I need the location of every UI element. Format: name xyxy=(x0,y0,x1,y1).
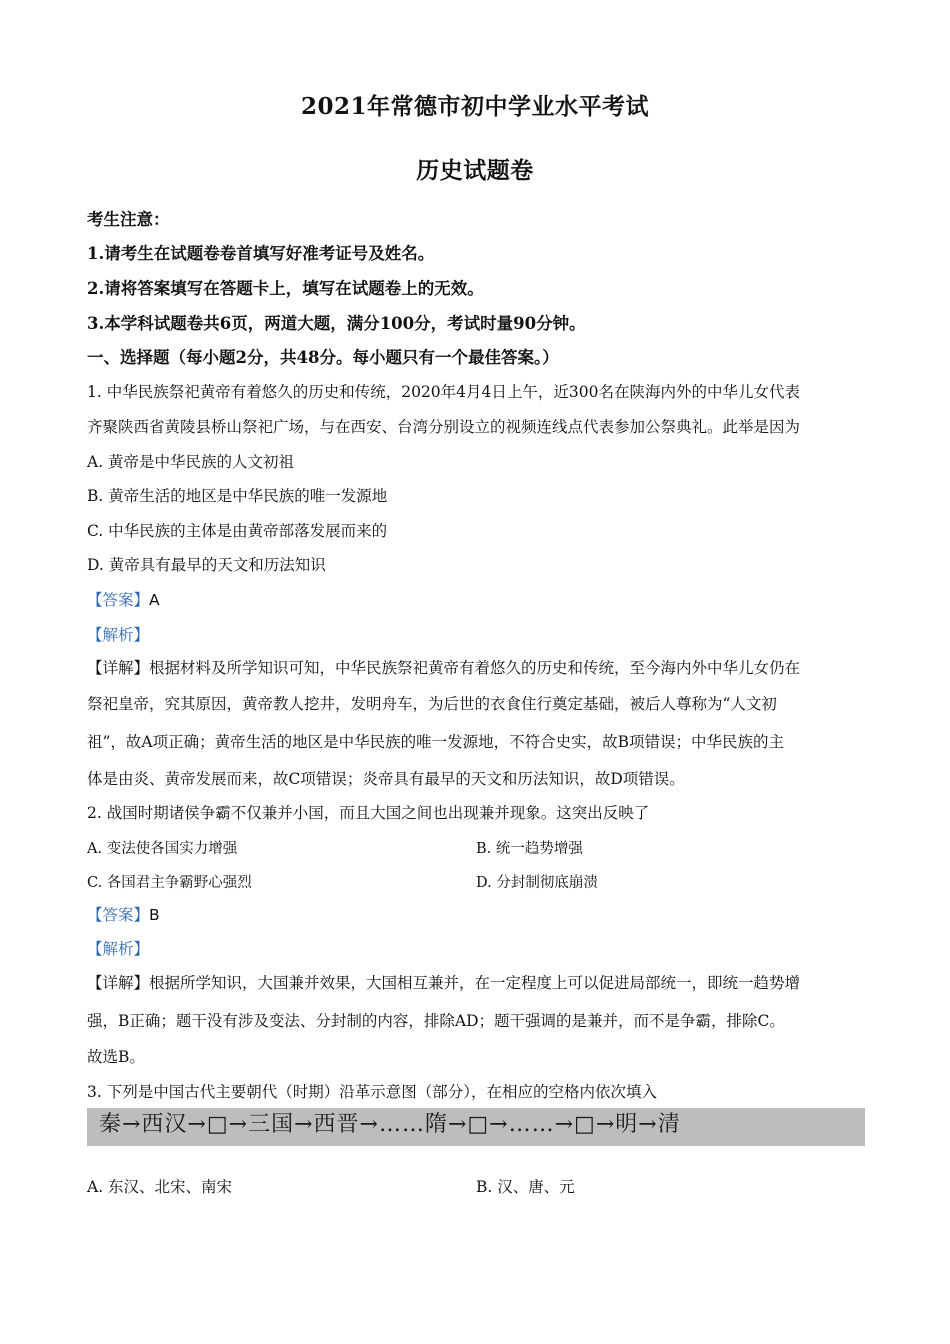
exam-title: 2021年常德市初中学业水平考试 xyxy=(300,93,649,120)
notice-item: 2.请将答案填写在答题卡上，填写在试题卷上的无效。 xyxy=(87,279,484,298)
q2-detail-line: 【详解】根据所学知识，大国兼并效果，大国相互兼并，在一定程度上可以促进局部统一，即统一趋势增 xyxy=(87,974,801,992)
q2-option-d: D. 分封制彻底崩溃 xyxy=(476,875,598,891)
dynasty-timeline-image xyxy=(87,1108,865,1146)
q2-option-b: B. 统一趋势增强 xyxy=(476,841,583,857)
q1-option-a: A. 黄帝是中华民族的人文初祖 xyxy=(87,453,295,471)
answer-value: A xyxy=(149,591,160,609)
q1-detail-line: 【详解】根据材料及所学知识可知，中华民族祭祀黄帝有着悠久的历史和传统，至今海内外中华儿女仍在 xyxy=(87,659,801,677)
q2-detail-line: 故选B。 xyxy=(87,1048,145,1066)
q2-option-a: A. 变法使各国实力增强 xyxy=(87,841,238,857)
notice-heading: 考生注意： xyxy=(87,210,170,229)
q2-stem: 2. 战国时期诸侯争霸不仅兼并小国，而且大国之间也出现兼并现象。这突出反映了 xyxy=(87,804,650,822)
answer-tag: 【答案】 xyxy=(87,591,150,609)
dynasty-timeline-text: 秦→西汉→□→三国→西晋→……隋→□→……→□→明→清 xyxy=(99,1112,681,1137)
q3-stem: 3. 下列是中国古代主要朝代（时期）沿革示意图（部分），在相应的空格内依次填入 xyxy=(87,1083,657,1101)
q2-option-c: C. 各国君主争霸野心强烈 xyxy=(87,875,252,891)
q1-option-d: D. 黄帝具有最早的天文和历法知识 xyxy=(87,556,326,574)
exam-subtitle: 历史试题卷 xyxy=(416,157,534,184)
q1-option-b: B. 黄帝生活的地区是中华民族的唯一发源地 xyxy=(87,487,388,505)
answer-tag: 【答案】 xyxy=(87,906,150,924)
notice-item: 3.本学科试题卷共6页，两道大题，满分100分，考试时量90分钟。 xyxy=(87,314,586,333)
section-heading: 一、选择题（每小题2分，共48分。每小题只有一个最佳答案。） xyxy=(87,348,559,367)
q1-stem-line: 1. 中华民族祭祀黄帝有着悠久的历史和传统，2020年4月4日上午，近300名在陕海内外的中华儿女代表 xyxy=(87,383,800,401)
q1-stem-line: 齐聚陕西省黄陵县桥山祭祀广场，与在西安、台湾分别设立的视频连线点代表参加公祭典礼。此举是因为 xyxy=(87,418,801,436)
answer-value: B xyxy=(149,906,160,924)
q1-option-c: C. 中华民族的主体是由黄帝部落发展而来的 xyxy=(87,522,388,540)
notice-item: 1.请考生在试题卷卷首填写好准考证号及姓名。 xyxy=(87,244,435,263)
q2-detail-line: 强，B正确；题干没有涉及变法、分封制的内容，排除AD；题干强调的是兼并，而不是争霸，排除C。 xyxy=(87,1012,785,1030)
q1-detail-line: 祖”，故A项正确；黄帝生活的地区是中华民族的唯一发源地，不符合史实，故B项错误；中华民族的主 xyxy=(87,733,785,751)
q1-analysis-tag: 【解析】 xyxy=(87,626,150,644)
q3-option-a: A. 东汉、北宋、南宋 xyxy=(87,1178,233,1196)
q1-detail-line: 祭祀皇帝，究其原因，黄帝教人挖井，发明舟车，为后世的衣食住行奠定基础，被后人尊称为“人文初 xyxy=(87,695,777,713)
q1-detail-line: 体是由炎、黄帝发展而来，故C项错误；炎帝具有最早的天文和历法知识，故D项错误。 xyxy=(87,770,685,788)
q2-analysis-tag: 【解析】 xyxy=(87,940,150,958)
q3-option-b: B. 汉、唐、元 xyxy=(476,1178,575,1196)
q1-answer xyxy=(87,588,867,610)
q2-answer xyxy=(87,903,867,925)
